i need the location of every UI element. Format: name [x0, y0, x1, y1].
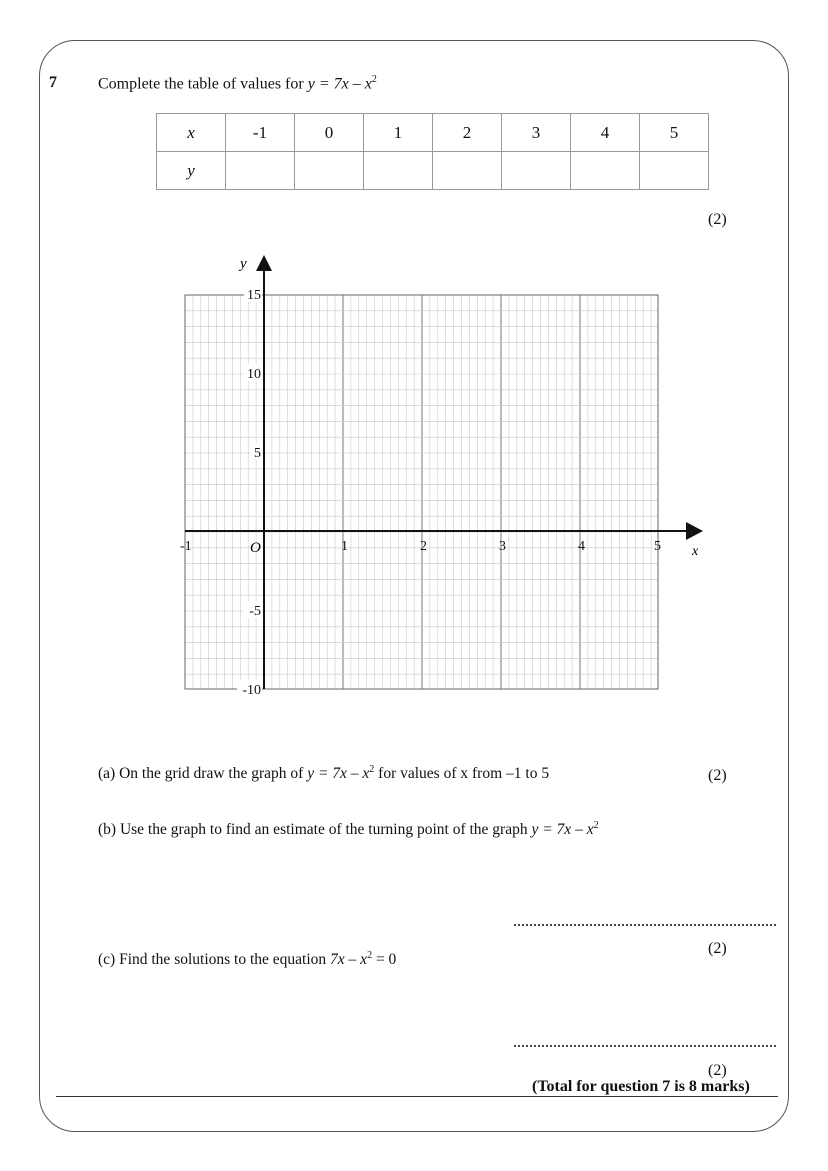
part-a-marks: (2) [708, 767, 727, 784]
origin-label: O [250, 540, 261, 556]
x-tick-label: 1 [341, 539, 348, 554]
prompt-exponent: 2 [371, 74, 377, 85]
x-tick-label: -1 [180, 539, 192, 554]
y-tick-label: 15 [247, 288, 261, 303]
y-tick-label: 5 [254, 446, 261, 461]
prompt-text: Complete the table of values for [98, 75, 308, 93]
y-axis-label: y [240, 256, 247, 272]
y-header: y [157, 152, 226, 190]
x-tick-label: 5 [654, 539, 661, 554]
x-axis-label: x [692, 544, 699, 559]
question-number: 7 [49, 74, 57, 91]
prompt-equation: y = 7x – x [307, 75, 372, 93]
part-a-tail: for values of x from –1 to 5 [374, 765, 550, 783]
y-axis-arrow [256, 255, 272, 271]
x-cell: 4 [571, 114, 640, 152]
part-c [98, 950, 396, 969]
part-b-marks: (2) [708, 940, 727, 957]
part-b [98, 820, 599, 839]
y-tick-label: 10 [247, 367, 261, 382]
part-c-exponent: 2 [367, 950, 373, 961]
part-a-text: (a) On the grid draw the graph of [98, 765, 308, 783]
part-a [98, 764, 549, 783]
answer-line-c[interactable] [514, 1045, 776, 1047]
bottom-rule [56, 1096, 778, 1097]
x-cell: 2 [433, 114, 502, 152]
x-tick-label: 2 [420, 539, 427, 554]
total-marks: (Total for question 7 is 8 marks) [532, 1078, 750, 1095]
table-marks: (2) [708, 211, 727, 228]
x-cell: 0 [295, 114, 364, 152]
part-b-exponent: 2 [593, 820, 599, 831]
part-a-exponent: 2 [369, 764, 375, 775]
x-tick-label: 4 [578, 539, 585, 554]
y-tick-label: -10 [242, 683, 261, 698]
x-cell: 1 [364, 114, 433, 152]
x-tick-label: 3 [499, 539, 506, 554]
y-tick-label: -5 [249, 604, 261, 619]
x-cell: 3 [502, 114, 571, 152]
x-header: x [157, 114, 226, 152]
part-c-equation: 7x – x [330, 951, 368, 969]
x-cell: 5 [640, 114, 709, 152]
part-c-marks: (2) [708, 1062, 727, 1079]
x-axis-arrow [686, 522, 703, 540]
part-b-equation: y = 7x – x [531, 821, 594, 839]
x-cell: -1 [226, 114, 295, 152]
part-c-text: (c) Find the solutions to the equation [98, 951, 331, 969]
answer-line-b[interactable] [514, 924, 776, 926]
part-a-equation: y = 7x – x [307, 765, 370, 783]
part-b-text: (b) Use the graph to find an estimate of the turning point of the graph [98, 821, 532, 839]
part-c-tail: = 0 [372, 951, 397, 969]
